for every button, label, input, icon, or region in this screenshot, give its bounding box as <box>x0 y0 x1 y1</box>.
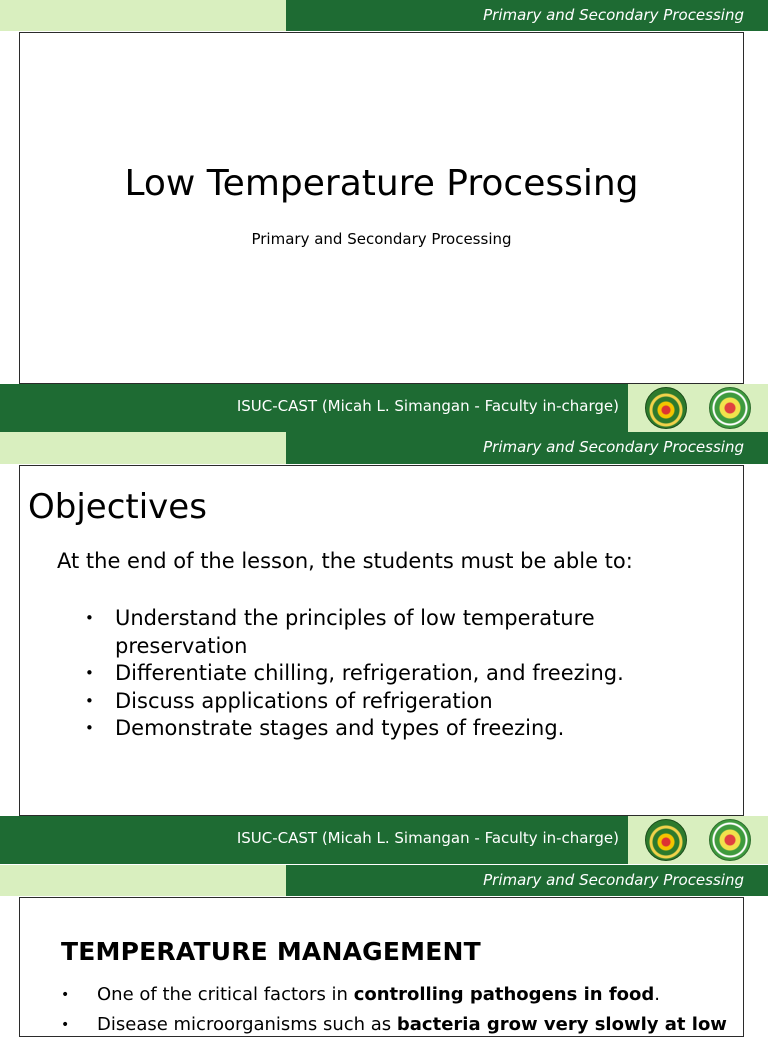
slide3-card <box>19 897 744 1037</box>
slide1-subtitle: Primary and Secondary Processing <box>251 230 512 248</box>
slide2-header-text: Primary and Secondary Processing <box>483 438 744 456</box>
slide3-header-text: Primary and Secondary Processing <box>483 871 744 889</box>
temperature-list <box>61 980 741 1037</box>
college-seal-icon <box>709 387 751 429</box>
objectives-list <box>58 605 738 743</box>
list-item: • Understand the principles of low temperature preservation <box>58 605 738 660</box>
slide3-title: TEMPERATURE MANAGEMENT <box>61 937 481 966</box>
slide2-title: Objectives <box>28 487 207 527</box>
slide1-logos <box>628 384 768 432</box>
slide2-logos <box>628 816 768 864</box>
list-item: • One of the critical factors in controlling pathogens in food. <box>61 980 741 1010</box>
slide1-footer-text: ISUC-CAST (Micah L. Simangan - Faculty in-charge) <box>236 397 619 415</box>
header-band-light <box>0 865 286 896</box>
header-band-light <box>0 0 286 31</box>
university-seal-icon <box>645 819 687 861</box>
slide1-header <box>286 0 768 31</box>
list-item: • Disease microorganisms such as bacteria grow very slowly at low <box>61 1010 741 1037</box>
slide2-card <box>19 465 744 816</box>
list-item: • Differentiate chilling, refrigeration, and freezing. <box>58 660 738 688</box>
college-seal-icon <box>709 819 751 861</box>
slide2-footer-text: ISUC-CAST (Micah L. Simangan - Faculty in-charge) <box>236 829 619 847</box>
slide2-footer-band <box>0 816 628 864</box>
slide1-header-text: Primary and Secondary Processing <box>483 6 744 24</box>
slide2-intro: At the end of the lesson, the students must be able to: <box>57 549 633 573</box>
header-band-light <box>0 432 286 464</box>
slide2-header <box>286 432 768 464</box>
list-item: • Discuss applications of refrigeration <box>58 688 738 716</box>
university-seal-icon <box>645 387 687 429</box>
slide1-card <box>19 32 744 384</box>
slide1-footer-band <box>0 384 628 432</box>
slide3-header <box>286 865 768 896</box>
slide1-title: Low Temperature Processing <box>124 163 639 204</box>
list-item: • Demonstrate stages and types of freezing. <box>58 715 738 743</box>
